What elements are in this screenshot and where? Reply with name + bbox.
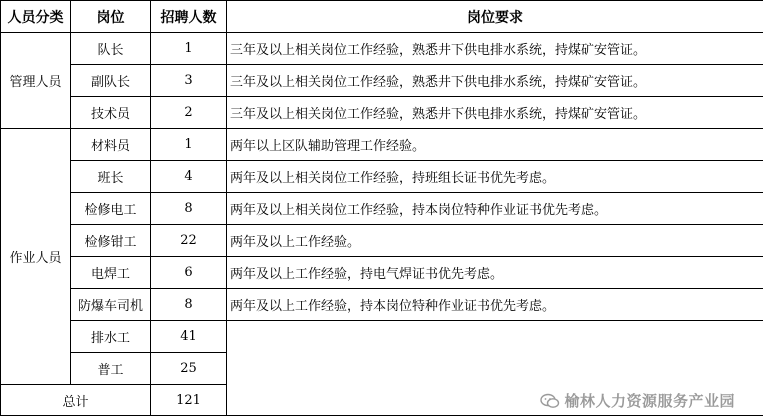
position-cell: 班长 <box>71 161 151 193</box>
header-count: 招聘人数 <box>151 1 227 33</box>
table-row <box>1 321 763 353</box>
requirement-cell: 两年及以上相关岗位工作经验，持本岗位特种作业证书优先考虑。 <box>227 193 763 225</box>
group-operations: 作业人员 <box>1 129 71 385</box>
count-cell: 25 <box>151 353 227 385</box>
watermark-text: 榆林人力资源服务产业园 <box>564 392 735 410</box>
position-cell: 电焊工 <box>71 257 151 289</box>
position-cell: 防爆车司机 <box>71 289 151 321</box>
watermark <box>540 390 735 411</box>
requirement-cell: 三年及以上相关岗位工作经验，熟悉井下供电排水系统，持煤矿安管证。 <box>227 65 763 97</box>
position-cell: 材料员 <box>71 129 151 161</box>
total-count: 121 <box>151 385 227 416</box>
table-row <box>1 257 763 289</box>
total-label: 总计 <box>1 385 151 416</box>
count-cell: 8 <box>151 289 227 321</box>
count-cell: 1 <box>151 129 227 161</box>
count-cell: 22 <box>151 225 227 257</box>
table-row <box>1 33 763 65</box>
count-cell: 6 <box>151 257 227 289</box>
position-cell: 副队长 <box>71 65 151 97</box>
position-cell: 普工 <box>71 353 151 385</box>
table-row <box>1 65 763 97</box>
position-cell: 检修钳工 <box>71 225 151 257</box>
count-cell: 1 <box>151 33 227 65</box>
watermark-area <box>230 384 763 415</box>
table-header-row <box>1 1 763 33</box>
position-cell: 检修电工 <box>71 193 151 225</box>
count-cell: 2 <box>151 97 227 129</box>
requirement-cell: 三年及以上相关岗位工作经验，熟悉井下供电排水系统，持煤矿安管证。 <box>227 33 763 65</box>
table-row <box>1 193 763 225</box>
group-management: 管理人员 <box>1 33 71 129</box>
table-row <box>1 225 763 257</box>
count-cell: 41 <box>151 321 227 353</box>
table-row <box>1 129 763 161</box>
position-cell: 技术员 <box>71 97 151 129</box>
count-cell: 3 <box>151 65 227 97</box>
table-row <box>1 97 763 129</box>
count-cell: 8 <box>151 193 227 225</box>
table-row <box>1 289 763 321</box>
requirement-cell: 三年及以上相关岗位工作经验，熟悉井下供电排水系统，持煤矿安管证。 <box>227 97 763 129</box>
header-requirement: 岗位要求 <box>227 1 763 33</box>
position-cell: 队长 <box>71 33 151 65</box>
header-category: 人员分类 <box>1 1 71 33</box>
requirement-cell: 两年及以上相关岗位工作经验，持班组长证书优先考虑。 <box>227 161 763 193</box>
count-cell: 4 <box>151 161 227 193</box>
requirement-cell: 两年及以上工作经验，持本岗位特种作业证书优先考虑。 <box>227 289 763 321</box>
requirement-cell: 两年以上区队辅助管理工作经验。 <box>227 129 763 161</box>
header-position: 岗位 <box>71 1 151 33</box>
wechat-icon <box>540 393 560 409</box>
requirement-cell: 两年及以上工作经验，持电气焊证书优先考虑。 <box>227 257 763 289</box>
requirement-cell <box>227 321 763 416</box>
requirement-cell: 两年及以上工作经验。 <box>227 225 763 257</box>
table-row <box>1 161 763 193</box>
position-cell: 排水工 <box>71 321 151 353</box>
